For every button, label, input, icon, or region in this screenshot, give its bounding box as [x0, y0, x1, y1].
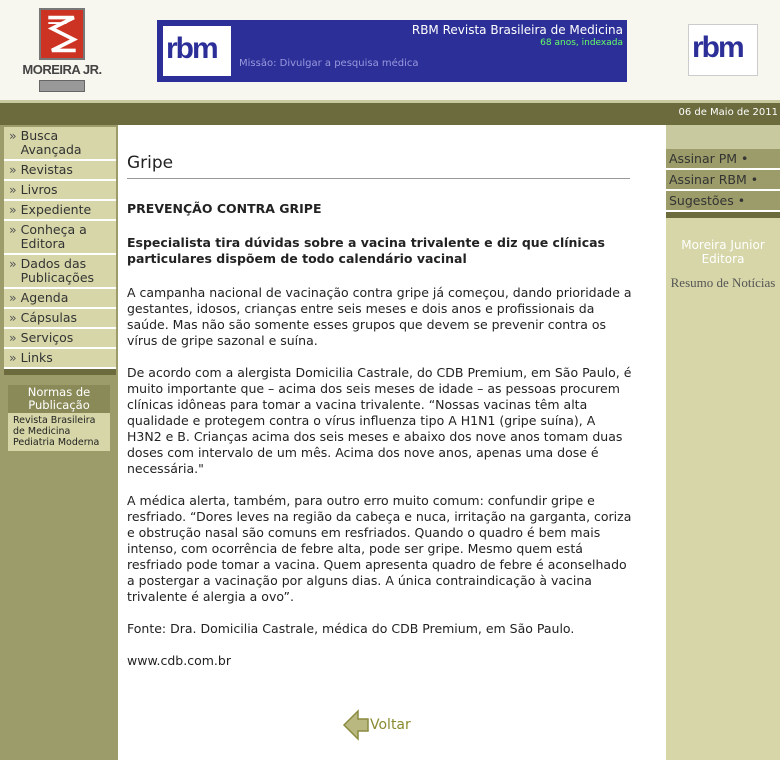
nav-sugestoes[interactable]: Sugestões •	[666, 191, 780, 212]
right-sidebar-top	[666, 125, 780, 149]
nav-conheca-editora[interactable]: » Conheça a Editora	[4, 221, 116, 255]
page-title: Gripe	[127, 153, 174, 173]
article-link[interactable]: www.cdb.com.br	[127, 653, 231, 668]
chevron-right-icon: »	[9, 202, 17, 217]
banner-title: RBM Revista Brasileira de Medicina	[411, 23, 623, 37]
article-source: Fonte: Dra. Domicilia Castrale, médica do CDB Premium, em São Paulo.	[127, 621, 575, 636]
rbm-banner[interactable]	[157, 20, 627, 82]
article-paragraph: A campanha nacional de vacinação contra gripe já começou, dando prioridade a gestantes, idosos, crianças entre seis meses e dois anos e profissionais da saúde. Mas não são somente esses grupos que devem se prevenir contra os vírus de gripe sazonal e suína.	[127, 285, 632, 348]
nav-expediente[interactable]: » Expediente	[4, 201, 116, 221]
resumo-noticias-link[interactable]: Resumo de Notícias	[670, 275, 776, 290]
article-subheading: Especialista tira dúvidas sobre a vacina trivalente e diz que clínicas particulares dispõem de todo calendário vacinal	[127, 235, 605, 266]
rbm-right-logo-icon: rbm	[692, 31, 743, 64]
rbm-logo-icon: rbm	[163, 26, 231, 76]
article-paragraph: De acordo com a alergista Domicilia Castrale, do CDB Premium, em São Paulo, é muito importante que – acima dos seis meses de idade – as pessoas procurem clínicas idôneas para tomar a vacina trivalente. “Nossas vacinas têm alta qualidade e protegem contra o vírus influenza tipo A H1N1 (gripe suína), A H3N2 e B. Crianças acima dos seis meses e abaixo dos nove anos tomam duas doses com intervalo de um mês. Acima dos nove anos, apenas uma dose é necessária."	[127, 365, 632, 476]
chevron-right-icon: »	[9, 310, 17, 325]
chevron-right-icon: »	[9, 162, 17, 177]
back-label: Voltar	[370, 717, 411, 733]
nav-revistas[interactable]: » Revistas	[4, 161, 116, 181]
editora-label[interactable]: Moreira Junior Editora	[681, 238, 765, 266]
date-bar	[0, 103, 780, 125]
chevron-right-icon: »	[9, 350, 17, 365]
nav-busca-avancada[interactable]: » Busca Avançada	[4, 127, 116, 161]
normas-heading: Normas de Publicação	[8, 385, 110, 413]
article-body	[127, 201, 632, 685]
moreira-jr-logo[interactable]	[22, 8, 102, 94]
normas-link-pediatria[interactable]: Pediatria Moderna	[8, 437, 110, 448]
nav-assinar-rbm[interactable]: Assinar RBM •	[666, 170, 780, 191]
chevron-right-icon: »	[9, 256, 17, 271]
rbm-right-logo[interactable]	[688, 24, 758, 76]
chevron-right-icon: »	[9, 290, 17, 305]
title-divider	[127, 178, 630, 179]
chevron-right-icon: »	[9, 182, 17, 197]
nav-links[interactable]: » Links	[4, 349, 116, 369]
right-nav-divider	[666, 212, 780, 218]
logo-name: MOREIRA JR.	[22, 62, 102, 77]
chevron-right-icon: »	[9, 330, 17, 345]
left-sidebar	[0, 125, 118, 760]
banner-subtitle: 68 anos, indexada	[540, 38, 623, 48]
chevron-right-icon: »	[9, 222, 17, 237]
nav-assinar-pm[interactable]: Assinar PM •	[666, 149, 780, 170]
nav-dados-publicacoes[interactable]: » Dados das Publicações	[4, 255, 116, 289]
logo-bar	[39, 80, 85, 92]
right-nav	[666, 149, 780, 218]
nav-livros[interactable]: » Livros	[4, 181, 116, 201]
back-arrow-icon	[342, 709, 370, 741]
chevron-right-icon: »	[9, 128, 17, 143]
nav-divider	[4, 369, 116, 375]
right-sidebar	[666, 125, 780, 760]
logo-mark-icon	[39, 8, 85, 60]
article-paragraph: A médica alerta, também, para outro erro muito comum: confundir gripe e resfriado. “Dores leves na região da cabeça e nuca, irritação na garganta, coriza e obstrução nasal são comuns em resfriados. Quando o quadro é bem mais intenso, com ocorrência de febre alta, pode ser gripe. Mesmo quem está resfriado pode tomar a vacina. Quem apresenta quadro de febre é aconselhado a postergar a vacinação por alguns dias. A única contraindicação à vacina trivalente é alergia a ovo”.	[127, 493, 632, 604]
current-date: 06 de Maio de 2011	[678, 107, 778, 118]
normas-link-rbm[interactable]: Revista Brasileira de Medicina	[8, 415, 110, 437]
nav-capsulas[interactable]: » Cápsulas	[4, 309, 116, 329]
nav-agenda[interactable]: » Agenda	[4, 289, 116, 309]
nav-servicos[interactable]: » Serviços	[4, 329, 116, 349]
left-nav	[4, 127, 116, 375]
article-heading: PREVENÇÃO CONTRA GRIPE	[127, 201, 322, 216]
main-content	[118, 125, 666, 760]
banner-mission: Missão: Divulgar a pesquisa médica	[239, 58, 419, 69]
normas-publicacao	[8, 385, 110, 451]
header	[0, 0, 780, 100]
